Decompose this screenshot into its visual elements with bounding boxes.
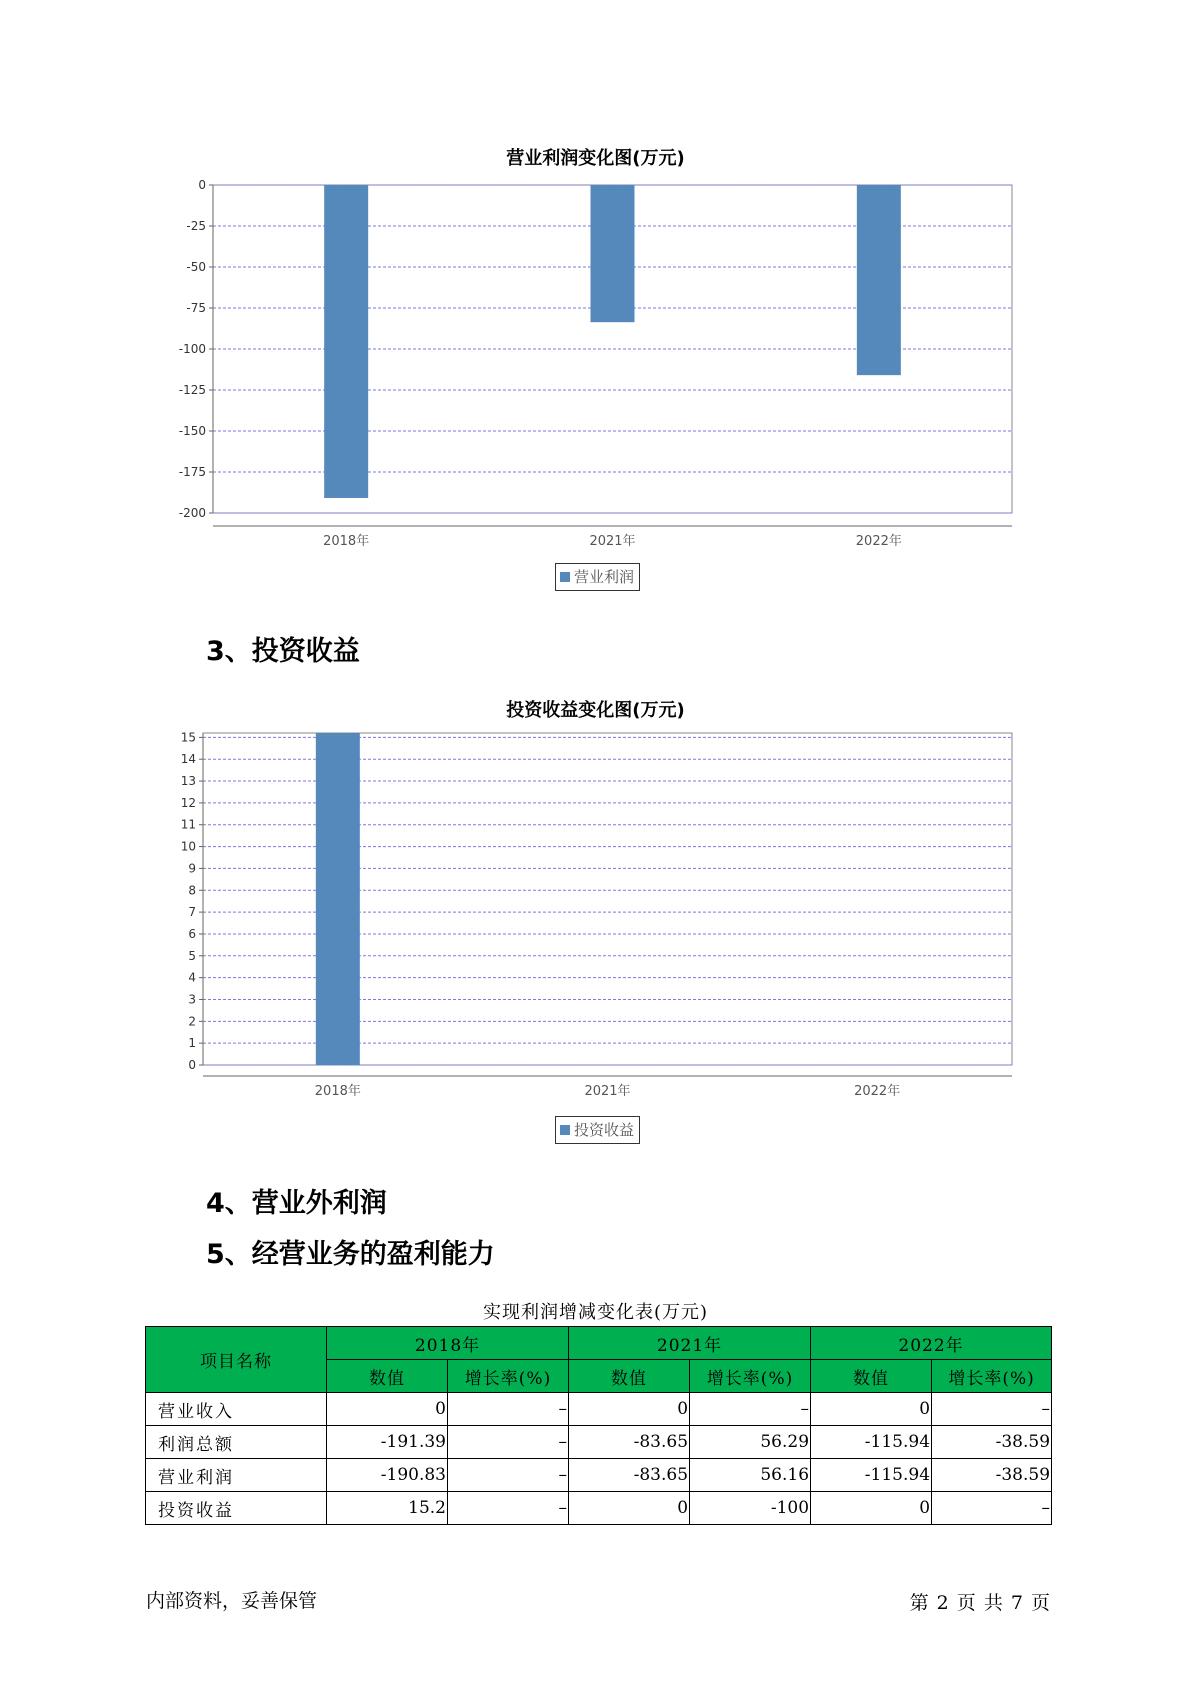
growth-cell: 56.16: [690, 1459, 811, 1492]
y-tick-label: 6: [188, 926, 196, 941]
value-cell: 0: [811, 1393, 932, 1426]
y-tick-label: 14: [180, 752, 196, 767]
y-tick-label: 3: [188, 992, 196, 1007]
y-tick-label: -175: [178, 465, 206, 479]
header-growth: 增长率(%): [932, 1360, 1052, 1393]
value-cell: 0: [811, 1492, 932, 1525]
growth-cell: –: [448, 1393, 569, 1426]
y-tick-label: 1: [188, 1036, 196, 1051]
x-tick-label: 2022年: [855, 534, 902, 549]
legend-swatch: [560, 1125, 570, 1135]
value-cell: -83.65: [569, 1426, 690, 1459]
y-tick-label: 0: [198, 178, 206, 192]
heading-investment-income: 3、投资收益: [206, 636, 360, 667]
table-row: [146, 1492, 1052, 1525]
value-cell: -83.65: [569, 1459, 690, 1492]
header-year-2021: 2021年: [569, 1327, 811, 1360]
y-tick-label: -25: [186, 219, 206, 233]
value-cell: -115.94: [811, 1459, 932, 1492]
growth-cell: -100: [690, 1492, 811, 1525]
y-tick-label: 13: [180, 774, 196, 789]
y-tick-label: 8: [188, 883, 196, 898]
value-cell: -191.39: [327, 1426, 448, 1459]
row-label: 营业收入: [146, 1393, 327, 1426]
value-cell: 0: [569, 1393, 690, 1426]
chart1-title: 营业利润变化图(万元): [506, 148, 685, 169]
y-tick-label: 0: [188, 1058, 196, 1072]
y-tick-label: 11: [180, 817, 196, 832]
y-tick-label: 2: [188, 1014, 196, 1029]
value-cell: -115.94: [811, 1426, 932, 1459]
table-row: [146, 1393, 1052, 1426]
table-caption: 实现利润增减变化表(万元): [482, 1302, 709, 1323]
y-tick-label: 12: [180, 795, 196, 810]
growth-cell: -38.59: [932, 1459, 1052, 1492]
chart1-legend-label: 营业利润: [574, 568, 635, 586]
growth-cell: -38.59: [932, 1426, 1052, 1459]
y-tick-label: 4: [188, 970, 196, 985]
y-tick-label: -150: [178, 424, 206, 438]
y-tick-label: -125: [178, 383, 206, 397]
x-tick-label: 2021年: [589, 534, 636, 549]
x-tick-label: 2018年: [314, 1084, 361, 1099]
growth-cell: –: [932, 1492, 1052, 1525]
chart2-legend: [555, 1116, 640, 1144]
y-tick-label: 15: [180, 730, 196, 745]
y-tick-label: 5: [188, 948, 196, 963]
growth-cell: –: [448, 1459, 569, 1492]
y-tick-label: -100: [178, 342, 206, 356]
table-row: [146, 1459, 1052, 1492]
header-growth: 增长率(%): [690, 1360, 811, 1393]
x-tick-label: 2022年: [854, 1084, 901, 1099]
growth-cell: –: [448, 1426, 569, 1459]
table-row: [146, 1426, 1052, 1459]
value-cell: 15.2: [327, 1492, 448, 1525]
row-label: 投资收益: [146, 1492, 327, 1525]
value-cell: -190.83: [327, 1459, 448, 1492]
header-item-name: 项目名称: [146, 1327, 327, 1393]
growth-cell: –: [932, 1393, 1052, 1426]
header-value: 数值: [811, 1360, 932, 1393]
value-cell: 0: [327, 1393, 448, 1426]
y-tick-label: -75: [186, 301, 206, 315]
chart2-title: 投资收益变化图(万元): [506, 700, 685, 721]
heading-non-operating-profit: 4、营业外利润: [206, 1188, 387, 1219]
growth-cell: –: [690, 1393, 811, 1426]
header-growth: 增长率(%): [448, 1360, 569, 1393]
header-value: 数值: [569, 1360, 690, 1393]
header-year-2018: 2018年: [327, 1327, 569, 1360]
row-label: 利润总额: [146, 1426, 327, 1459]
header-value: 数值: [327, 1360, 448, 1393]
y-tick-label: 9: [188, 861, 196, 876]
chart2-legend-label: 投资收益: [574, 1121, 635, 1139]
heading-profitability: 5、经营业务的盈利能力: [206, 1239, 495, 1270]
header-year-2022: 2022年: [811, 1327, 1052, 1360]
y-tick-label: -200: [178, 506, 206, 520]
row-label: 营业利润: [146, 1459, 327, 1492]
footer-confidential-note: 内部资料，妥善保管: [146, 1590, 318, 1612]
growth-cell: –: [448, 1492, 569, 1525]
x-tick-label: 2021年: [584, 1084, 631, 1099]
bar-2018年: [316, 733, 360, 1065]
value-cell: 0: [569, 1492, 690, 1525]
footer-page-number: 第 2 页 共 7 页: [909, 1592, 1051, 1614]
profit-change-table: [145, 1326, 1052, 1525]
y-tick-label: -50: [186, 260, 206, 274]
x-tick-label: 2018年: [323, 534, 370, 549]
growth-cell: 56.29: [690, 1426, 811, 1459]
y-tick-label: 7: [188, 905, 196, 920]
y-tick-label: 10: [180, 839, 196, 854]
